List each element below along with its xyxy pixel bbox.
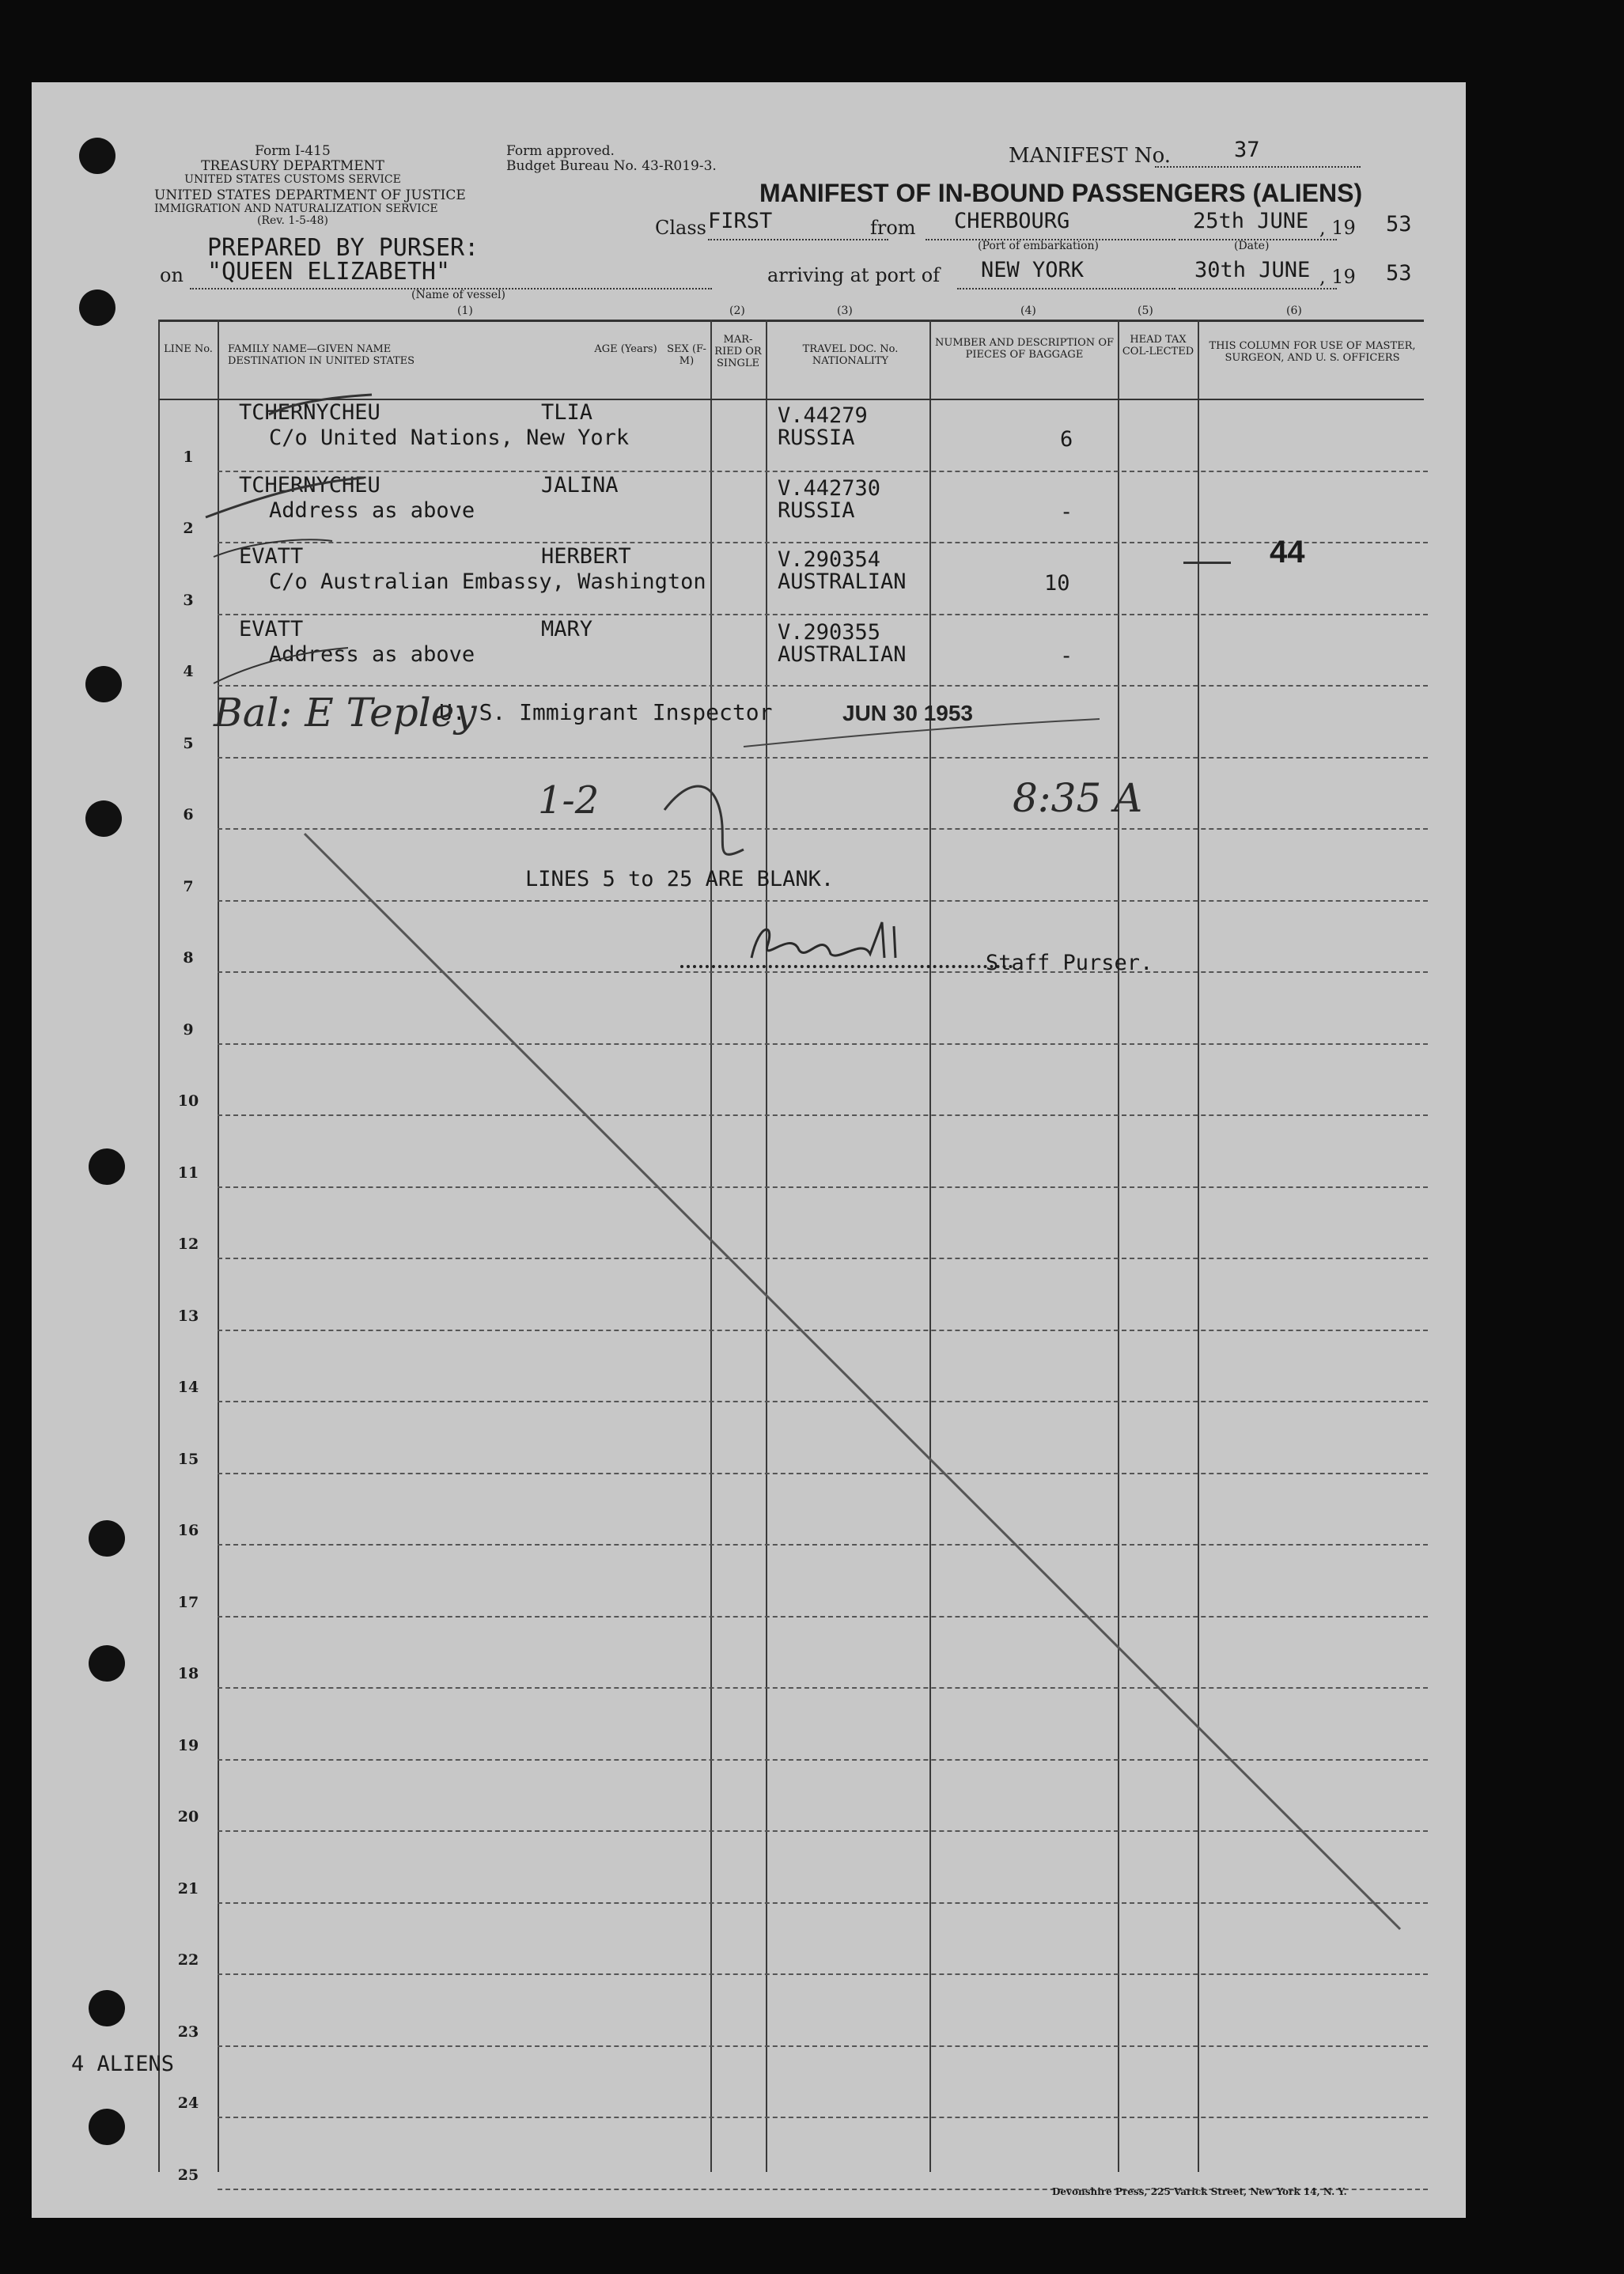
vessel-caption: (Name of vessel) <box>411 289 505 301</box>
passenger-given: JALINA <box>541 473 619 498</box>
col-travel-doc: TRAVEL DOC. No. NATIONALITY <box>802 343 899 367</box>
inspector-label: U. S. Immigrant Inspector <box>439 699 773 725</box>
passenger-bags: - <box>1060 644 1073 668</box>
passenger-family: TCHERNYCHEU <box>239 473 380 498</box>
passenger-destination: Address as above <box>269 642 475 667</box>
passenger-doc: V.44279 <box>778 403 868 428</box>
port-embark: CHERBOURG <box>954 209 1070 233</box>
col-sex: SEX (F-M) <box>667 343 706 367</box>
from-label: from <box>870 217 916 239</box>
col-num: (4) <box>1020 305 1036 317</box>
col-head-tax: HEAD TAX COL-LECTED <box>1122 334 1194 358</box>
line-number: 25 <box>177 2166 199 2184</box>
passenger-doc: V.442730 <box>778 476 881 501</box>
year-embark: 53 <box>1386 212 1412 236</box>
passenger-nationality: RUSSIA <box>778 426 855 450</box>
line-number: 5 <box>183 734 194 752</box>
handwritten-time: 8:35 A <box>1013 775 1143 821</box>
passenger-given: MARY <box>541 617 593 641</box>
manifest-page <box>32 82 1466 2218</box>
line-number: 10 <box>177 1092 199 1110</box>
inspector-stamp-date: JUN 30 1953 <box>842 701 974 725</box>
passenger-bags: - <box>1060 500 1073 524</box>
passenger-destination: C/o Australian Embassy, Washington <box>269 569 706 594</box>
handwritten-lines: 1-2 <box>538 778 600 823</box>
handwriting-strokes <box>32 82 1466 2218</box>
passenger-nationality: RUSSIA <box>778 498 855 523</box>
handwritten-bal: Bal: E Tepley <box>214 690 477 736</box>
justice-dept: UNITED STATES DEPARTMENT OF JUSTICE <box>154 187 466 203</box>
line-number: 1 <box>183 448 194 466</box>
form-approved: Form approved. <box>506 143 615 159</box>
ins-service: IMMIGRATION AND NATURALIZATION SERVICE <box>154 202 438 215</box>
line-number: 16 <box>177 1522 199 1539</box>
arriving-label: arriving at port of <box>767 264 941 286</box>
port-arrive: NEW YORK <box>981 258 1085 282</box>
on-label: on <box>160 264 184 286</box>
line-number: 9 <box>183 1020 194 1039</box>
manifest-title: MANIFEST OF IN-BOUND PASSENGERS (ALIENS) <box>759 179 1363 207</box>
passenger-destination: C/o United Nations, New York <box>269 426 630 450</box>
col-num: (3) <box>837 305 853 317</box>
col-officers: THIS COLUMN FOR USE OF MASTER, SURGEON, AND U. S. OFFICERS <box>1209 340 1416 364</box>
line-number: 15 <box>177 1450 199 1468</box>
col-age: AGE (Years) <box>594 343 657 355</box>
date-embark: 25th JUNE <box>1193 209 1309 233</box>
passenger-given: TLIA <box>541 400 593 425</box>
passenger-doc: V.290354 <box>778 547 881 572</box>
line-number: 17 <box>177 1593 199 1611</box>
col-destination-label: DESTINATION IN UNITED STATES <box>228 355 415 367</box>
col-name-label: FAMILY NAME—GIVEN NAME <box>228 343 392 355</box>
line-number: 24 <box>177 2094 199 2112</box>
date-arrive: 30th JUNE <box>1194 258 1311 282</box>
passenger-family: TCHERNYCHEU <box>239 400 380 425</box>
passenger-bags: 6 <box>1060 427 1073 452</box>
line-number: 14 <box>177 1379 199 1396</box>
class-label: Class <box>655 217 706 239</box>
passenger-destination: Address as above <box>269 498 475 523</box>
line-number: 23 <box>177 2022 199 2041</box>
form-revision: (Rev. 1-5-48) <box>257 214 328 227</box>
passenger-family: EVATT <box>239 617 304 641</box>
col-num: (5) <box>1138 305 1153 317</box>
line-number: 12 <box>177 1235 199 1253</box>
col-married: MAR-RIED OR SINGLE <box>714 334 762 369</box>
line-number: 3 <box>183 591 194 609</box>
col-num: (6) <box>1286 305 1302 317</box>
line-number: 13 <box>177 1307 199 1325</box>
blank-lines-note: LINES 5 to 25 ARE BLANK. <box>525 867 835 891</box>
line-number: 18 <box>177 1665 199 1682</box>
staff-purser-label: Staff Purser. <box>986 951 1153 975</box>
prepared-by: PREPARED BY PURSER: <box>207 234 479 262</box>
vessel-name: "QUEEN ELIZABETH" <box>207 258 451 286</box>
year-prefix: , 19 <box>1319 217 1356 239</box>
col-num: (2) <box>729 305 745 317</box>
customs-service: UNITED STATES CUSTOMS SERVICE <box>184 173 401 186</box>
line-number: 19 <box>177 1736 199 1754</box>
line-number: 6 <box>183 806 194 823</box>
year-arrive: 53 <box>1386 261 1412 286</box>
aliens-count: 4 ALIENS <box>71 2052 175 2076</box>
line-number: 22 <box>177 1951 199 1969</box>
officer-mark: 44 <box>1270 535 1305 569</box>
passenger-nationality: AUSTRALIAN <box>778 569 907 594</box>
line-number: 4 <box>183 663 194 680</box>
passenger-doc: V.290355 <box>778 620 881 645</box>
passenger-nationality: AUSTRALIAN <box>778 642 907 667</box>
col-line-no: LINE No. <box>164 343 213 355</box>
port-caption: (Port of embarkation) <box>978 240 1099 252</box>
line-number: 21 <box>177 1879 199 1898</box>
col-num: (1) <box>457 305 473 317</box>
line-number: 11 <box>177 1163 199 1182</box>
budget-number: Budget Bureau No. 43-R019-3. <box>506 158 717 174</box>
class-value: FIRST <box>708 209 773 233</box>
col-baggage: NUMBER AND DESCRIPTION OF PIECES OF BAGGAGE <box>934 337 1114 361</box>
passenger-given: HERBERT <box>541 544 631 569</box>
line-number: 7 <box>183 877 194 895</box>
passenger-bags: 10 <box>1044 571 1070 596</box>
line-number: 8 <box>183 949 194 967</box>
year-prefix: , 19 <box>1319 266 1356 288</box>
printer-imprint: Devonshire Press, 225 Varick Street, New York 14, N. Y. <box>1052 2186 1347 2197</box>
manifest-number-label: MANIFEST No. <box>1009 144 1172 168</box>
line-number: 2 <box>183 520 194 537</box>
date-caption: (Date) <box>1234 240 1270 252</box>
form-number: Form I-415 <box>255 143 331 159</box>
manifest-number: 37 <box>1234 138 1260 162</box>
passenger-family: EVATT <box>239 544 304 569</box>
treasury-dept: TREASURY DEPARTMENT <box>201 158 384 174</box>
line-number: 20 <box>177 1808 199 1826</box>
